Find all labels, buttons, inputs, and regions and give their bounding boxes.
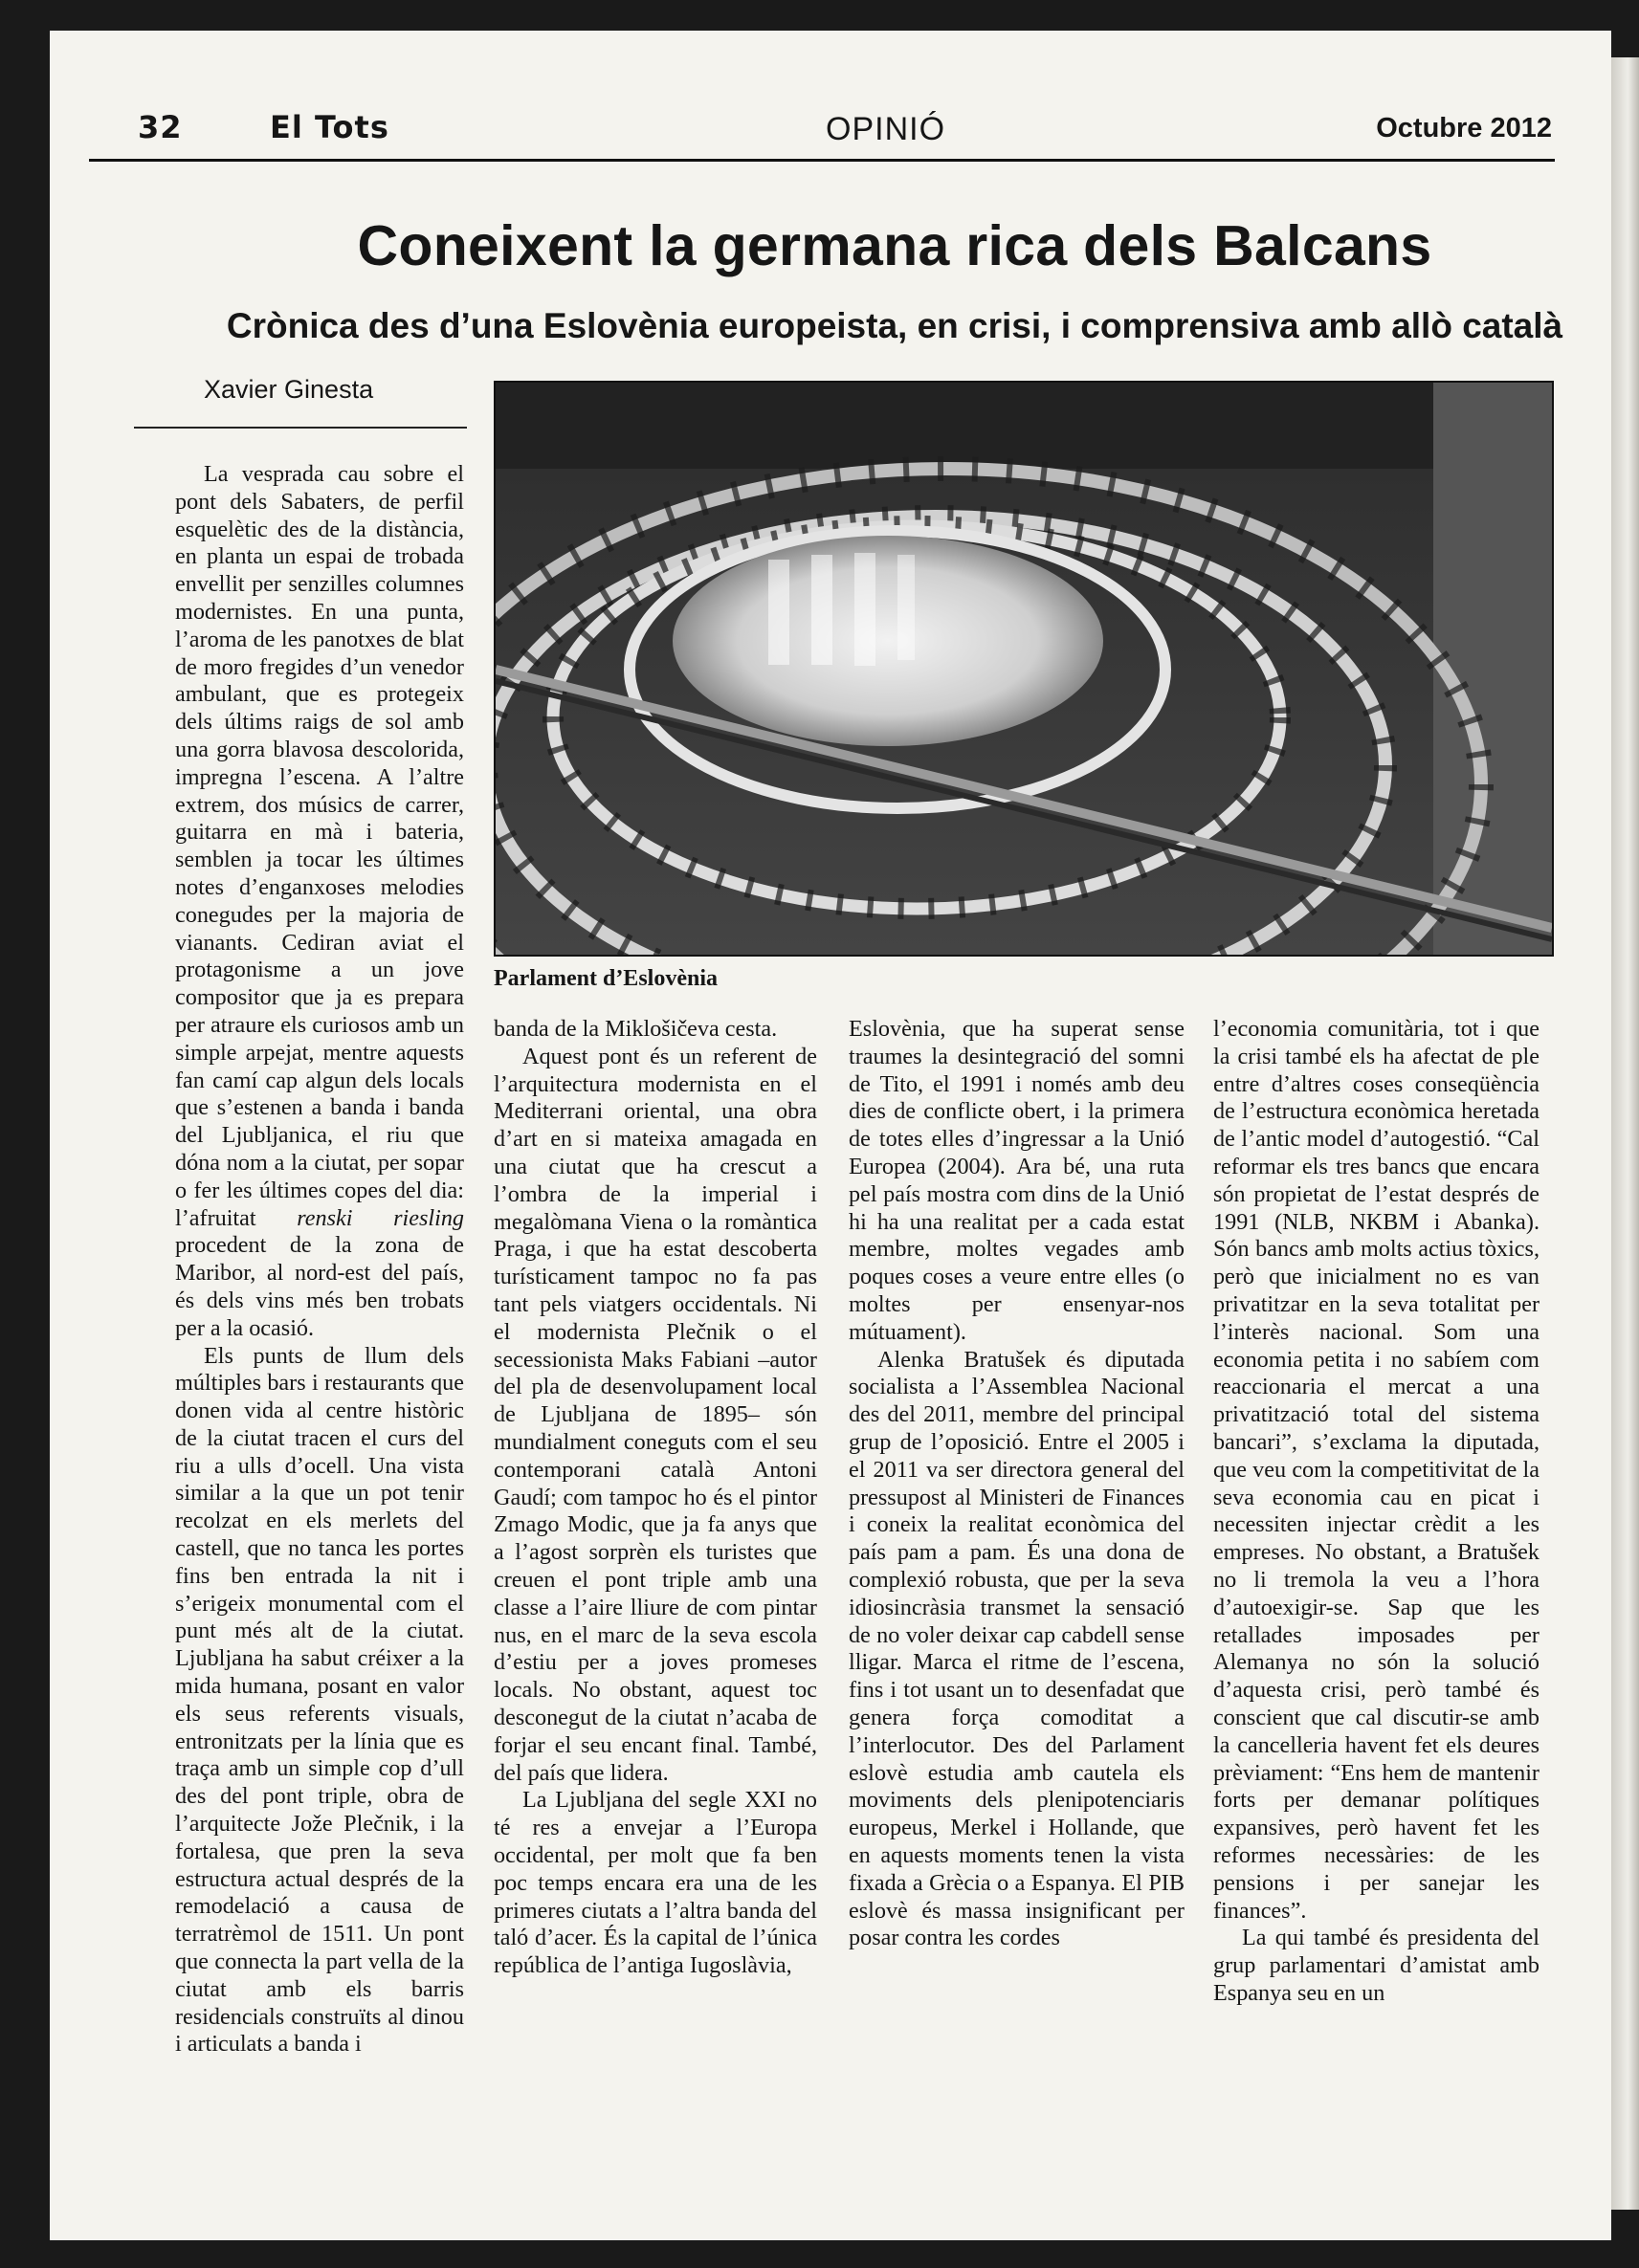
issue-date: Octubre 2012 xyxy=(1376,113,1552,143)
author-byline: Xavier Ginesta xyxy=(204,375,374,404)
paragraph: La vesprada cau sobre el pont dels Sabaters, de perfil esquelètic des de la distància, en planta un espai de trobada envellit per senzilles columnes modernistes. En una punta, l’aroma de les panotxes de blat de moro fregides d’un venedor ambulant, que es protegeix dels últims raigs de sol amb una gorra blavosa descolorida, impregna l’escena. A l’altre extrem, dos músics de carrer, guitarra en mà i bateria, semblen ja tocar les últimes notes d’enganxoses melodies conegudes per la majoria de vianants. Cediran aviat el protagonisme a un jove compositor que ja es prepara per atraure els curiosos amb un simple arpejat, mentre aquests fan camí cap algun dels locals que s’estenen a banda i banda del Ljubljanica, el riu que dóna nom a la ciutat, per sopar o fer les últimes copes del dia: l’afruitat renski riesling procedent de la zona de Maribor, al nord-est del país, és dels vins més ben trobats per a la ocasió. xyxy=(175,461,465,1341)
paragraph: La Ljubljana del segle XXI no té res a envejar a l’Europa occidental, per molt que fa ben poc temps encara era una de les primeres ciutats a l’altra banda del taló d’acer. És la capital de l’única república de l’antiga Iugoslàvia, xyxy=(494,1787,817,1979)
publication-name: El Tots xyxy=(270,109,389,145)
paragraph: banda de la Miklošičeva cesta. xyxy=(494,1016,778,1042)
section-name: OPINIÓ xyxy=(826,111,946,147)
article-column-1 xyxy=(175,461,464,2059)
paragraph: Els punts de llum dels múltiples bars i restaurants que donen vida al centre històric de la ciutat tracen el curs del riu a ulls d’ocell. Una vista similar a la que un pot tenir recolzat en els merlets del castell, que no tanca les portes fins ben entrada la nit i s’erigeix monumental com el punt més alt de la ciutat. Ljubljana ha sabut créixer a la mida humana, posant en valor els seus referents visuals, entronitzats per la línia que es traça amb un simple cop d’ull des del pont triple, obra de l’arquitecte Jože Plečnik, i la fortalesa, que pren la seva estructura actual després de la remodelació a causa de terratrèmol de 1511. Un pont que connecta la part vella de la ciutat amb els barris residencials construïts al dinou i articulats a banda i xyxy=(175,1342,464,2058)
page-header xyxy=(89,82,1555,162)
paragraph: l’economia comunitària, tot i que la crisi també els ha afectat de ple entre d’altres coses conseqüència de l’estructura econòmica heretada de l’antic model d’autogestió. “Cal reformar els tres bancs que encara són propietat de l’estat després de 1991 (NLB, NKBM i Abanka). Són bancs amb molts actius tòxics, però que inicialment no es van privatitzar en la seva totalitat per l’interès nacional. Som una economia petita i no sabíem com reaccionaria el mercat a una privatització total del sistema bancari”, s’exclama la diputada, que veu com la competitivitat de la seva economia cau en picat i necessiten injectar crèdit a les empreses. No obstant, a Bratušek no li tremola la veu a l’hora d’autoexigir-se. Sap que les retallades imposades per Alemanya no són la solució d’aquesta crisi, però també és conscient que cal discutir-se amb la cancelleria havent fet els deures prèviament: “Ens hem de mantenir forts per demanar polítiques expansives, però havent fet les reformes necessàries: de les pensions i per sanejar les finances”. xyxy=(1213,1016,1539,1924)
paragraph: La qui també és presidenta del grup parlamentari d’amistat amb Espanya seu en un xyxy=(1213,1925,1539,2006)
facing-page-edge xyxy=(1611,57,1639,2210)
article-column-2 xyxy=(494,1016,817,1980)
article-column-3 xyxy=(849,1016,1185,1952)
paragraph: Eslovènia, que ha superat sense traumes la desintegració del somni de Tito, el 1991 i només amb deu dies de conflicte obert, i la primera de totes elles d’ingressar a la Unió Europea (2004). Ara bé, una ruta pel país mostra com dins de la Unió hi ha una realitat per a cada estat membre, moltes vegades amb poques coses a veure entre elles (o moltes per ensenyar-nos mútuament). xyxy=(849,1016,1185,1345)
article-column-4 xyxy=(1213,1016,1539,2008)
article-subheadline: Crònica des d’una Eslovènia europeista, en crisi, i comprensiva amb allò català xyxy=(226,306,1563,345)
paragraph: Aquest pont és un referent de l’arquitectura modernista en el Mediterrani oriental, una obra d’art en si mateixa amagada en una ciutat que ha crescut a l’ombra de la imperial i megalòmana Viena o la romàntica Praga, i que ha estat descoberta turísticament tampoc no fa pas tant pels viatgers occidentals. Ni el modernista Plečnik o el secessionista Maks Fabiani –autor del pla de desenvolupament local de Ljubljana de 1895– són mundialment coneguts com el seu contemporani català Antoni Gaudí; com tampoc ho és el pintor Zmago Modic, que ja fa anys que a l’agost sorprèn els turistes que creuen el pont triple amb una classe a l’aire lliure de com pintar nus, en el marc de la seva escola d’estiu per a joves promeses locals. No obstant, aquest toc desconegut de la ciutat n’acaba de forjar el seu encant final. També, del país que lidera. xyxy=(494,1043,817,1786)
article-headline: Coneixent la germana rica dels Balcans xyxy=(357,214,1432,277)
wine-name: renski riesling xyxy=(297,1204,465,1231)
byline-divider xyxy=(134,427,467,429)
photo-caption: Parlament d’Eslovènia xyxy=(494,966,718,991)
page-number: 32 xyxy=(138,109,183,145)
parliament-photo xyxy=(494,381,1554,957)
paragraph: Alenka Bratušek és diputada socialista a l’Assemblea Nacional des del 2011, membre del principal grup de l’oposició. Entre el 2005 i el 2011 va ser directora general del pressupost al Ministeri de Finances i coneix la realitat econòmica del país pam a pam. És una dona de complexió robusta, que per la seva idiosincràsia transmet la sensació de no voler deixar cap cabdell sense lligar. Marca el ritme de l’escena, fins i tot usant un to desenfadat que genera força comoditat a l’interlocutor. Des del Parlament eslovè estudia amb cautela els moviments dels plenipotenciaris europeus, Merkel i Hollande, que en aquests moments tenen la vista fixada a Grècia o a Espanya. El PIB eslovè és massa insignificant per posar contra les cordes xyxy=(849,1346,1185,1951)
